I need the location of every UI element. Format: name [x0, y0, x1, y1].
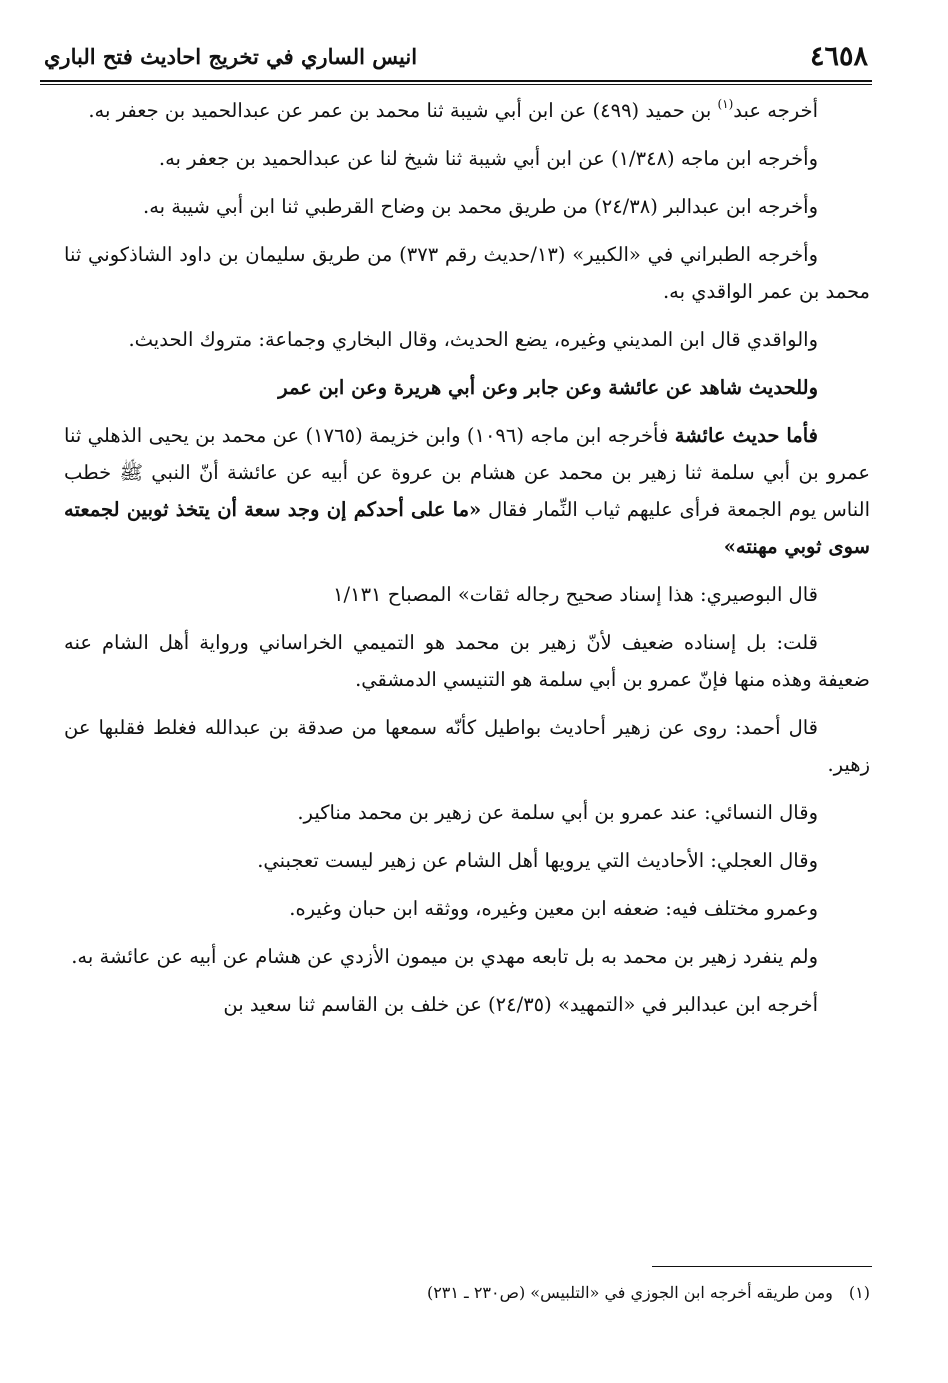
section-heading: وللحديث شاهد عن عائشة وعن جابر وعن أبي هريرة وعن ابن عمر	[278, 376, 818, 399]
footnote	[64, 1280, 870, 1306]
page-header	[40, 40, 872, 78]
paragraph-2: وأخرجه ابن ماجه (١/٣٤٨) عن ابن أبي شيبة ثنا شيخ لنا عن عبدالحميد بن جعفر به.	[158, 147, 818, 170]
paragraph-5: والواقدي قال ابن المديني وغيره، يضع الحديث، وقال البخاري وجماعة: متروك الحديث.	[128, 328, 818, 351]
paragraph-13: وعمرو مختلف فيه: ضعفه ابن معين وغيره، ووثقه ابن حبان وغيره.	[289, 897, 818, 920]
footnote-text: ومن طريقه أخرجه ابن الجوزي في «التلبيس» (ص٢٣٠ ـ ٢٣١)	[426, 1283, 833, 1302]
paragraph-11: وقال النسائي: عند عمرو بن أبي سلمة عن زهير بن محمد مناكير.	[297, 801, 818, 824]
hadith-quote: «ما على أحدكم إن وجد سعة أن يتخذ ثوبين لجمعته سوى ثوبي مهنته»	[64, 498, 870, 558]
page-number: ٤٦٥٨	[809, 41, 868, 72]
paragraph-1	[64, 92, 870, 129]
paragraph-8: قال البوصيري: هذا إسناد صحيح رجاله ثقات» المصباح ١/١٣١	[333, 583, 818, 606]
paragraph-3: وأخرجه ابن عبدالبر (٢٤/٣٨) من طريق محمد بن وضاح القرطبي ثنا ابن أبي شيبة به.	[143, 195, 818, 218]
paragraph-text: فأخرجه ابن ماجه (١٠٩٦) وابن خزيمة (١٧٦٥) عن محمد بن يحيى الذهلي ثنا عمرو بن أبي سلمة ثنا زهير بن محمد عن هشام بن عروة عن أبيه عن عائشة أنّ النبي ﷺ خطب الناس يوم الجمعة فرأى عليهم ثياب النِّمار فقال	[64, 424, 870, 521]
paragraph-4: وأخرجه الطبراني في «الكبير» (١٣/حديث رقم ٣٧٣) من طريق سليمان بن داود الشاذكوني ثنا محمد بن عمر الواقدي به.	[64, 243, 870, 303]
paragraph-text: أخرجه عبد	[733, 99, 818, 122]
paragraph-7	[64, 417, 870, 565]
footnote-number: (١)	[848, 1283, 870, 1302]
running-title: انيس الساري في تخريج احاديث فتح الباري	[44, 44, 418, 69]
paragraph-text: بن حميد (٤٩٩) عن ابن أبي شيبة ثنا محمد بن عمر عن عبدالحميد بن جعفر به.	[88, 99, 718, 122]
lead-phrase: فأما حديث عائشة	[674, 424, 818, 447]
paragraph-14: ولم ينفرد زهير بن محمد به بل تابعه مهدي بن ميمون الأزدي عن هشام عن أبيه عن عائشة به.	[71, 945, 818, 968]
header-rule	[40, 80, 872, 85]
paragraph-9: قلت: بل إسناده ضعيف لأنّ زهير بن محمد هو التميمي الخراساني ورواية أهل الشام عنه ضعيفة وهذه منها فإنّ عمرو بن أبي سلمة هو التنيسي الدمشقي.	[64, 631, 870, 691]
paragraph-15: أخرجه ابن عبدالبر في «التمهيد» (٢٤/٣٥) عن خلف بن القاسم ثنا سعيد بن	[223, 993, 818, 1016]
paragraph-12: وقال العجلي: الأحاديث التي يرويها أهل الشام عن زهير ليست تعجبني.	[257, 849, 818, 872]
main-text	[64, 92, 870, 1034]
footnote-ref[interactable]: (١)	[717, 97, 734, 111]
footnote-rule	[652, 1266, 872, 1267]
paragraph-10: قال أحمد: روى عن زهير أحاديث بواطيل كأنّه سمعها من صدقة بن عبدالله فغلط فقلبها عن زهير.	[64, 716, 870, 776]
